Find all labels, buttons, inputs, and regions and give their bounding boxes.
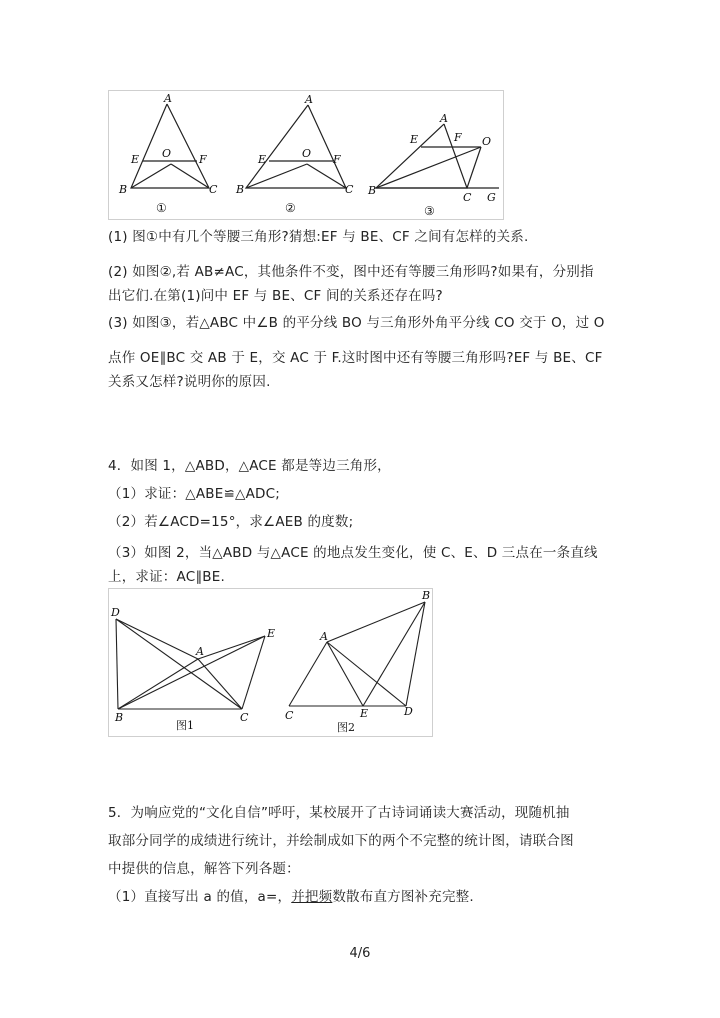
q4f2-label-e: E (360, 707, 369, 720)
q4-line-2: （1）求证：△ABE≌△ADC; (108, 486, 280, 502)
q3-line-4: (3) 如图③，若△ABC 中∠B 的平分线 BO 与三角形外角平分线 CO 交于 O，过 O (108, 315, 605, 331)
f1-label-o: O (162, 147, 172, 160)
q4f2-label-c: C (285, 709, 294, 722)
f1-label-b: B (119, 183, 128, 196)
q4f1-label-a: A (196, 645, 204, 658)
q4-line-1: 4．如图 1，△ABD，△ACE 都是等边三角形， (108, 458, 391, 474)
f1-label-a: A (164, 92, 172, 105)
f3-label-c: C (463, 191, 472, 204)
q4f2-label-d: D (404, 705, 413, 718)
f3-label-a: A (440, 112, 448, 125)
f1-label-c: C (209, 183, 218, 196)
q5-line-2: 取部分同学的成绩进行统计，并绘制成如下的两个不完整的统计图，请联合图 (108, 833, 574, 849)
q4-figures-svg (109, 589, 432, 736)
f2-number: ② (285, 201, 296, 215)
f3-label-o: O (482, 135, 492, 148)
q5-line-1: 5．为响应党的“文化自信”呼吁，某校展开了古诗词诵读大赛活动，现随机抽 (108, 805, 570, 821)
q3-figure-panel (108, 90, 504, 220)
f3-label-g: G (487, 191, 496, 204)
q5-line-4-start: （1）直接写出 a 的值，a=， (108, 889, 292, 905)
page-number: 4/6 (349, 946, 371, 961)
q3-line-1: (1) 图①中有几个等腰三角形?猜想:EF 与 BE、CF 之间有怎样的关系. (108, 229, 529, 245)
q5-line-4-tail: 数散布直方图补充完整. (332, 889, 474, 905)
q4-line-3: （2）若∠ACD=15°，求∠AEB 的度数; (108, 514, 354, 530)
f2-label-b: B (236, 183, 245, 196)
q4f1-label-b: B (115, 711, 124, 724)
q4f2-label-b: B (422, 589, 431, 602)
f2-label-o: O (302, 147, 312, 160)
f2-label-c: C (345, 183, 354, 196)
q4f2-label-a: A (320, 630, 328, 643)
f2-label-e: E (258, 153, 267, 166)
f3-label-e: E (410, 133, 419, 146)
q3-line-2: (2) 如图②,若 AB≠AC，其他条件不变，图中还有等腰三角形吗?如果有，分别指 (108, 264, 594, 280)
q4f1-label-c: C (240, 711, 249, 724)
q4f1-caption: 图1 (176, 719, 194, 732)
f3-label-f: F (454, 131, 462, 144)
q4-figure-panel (108, 588, 433, 737)
q3-line-3: 出它们.在第(1)问中 EF 与 BE、CF 间的关系还存在吗? (108, 288, 443, 304)
q4f1-label-d: D (111, 606, 120, 619)
f1-label-e: E (131, 153, 140, 166)
q5-underlined-text: 并把频 (291, 889, 333, 905)
q3-line-5: 点作 OE∥BC 交 AB 于 E，交 AC 于 F.这时图中还有等腰三角形吗?EF 与 BE、CF (108, 350, 603, 366)
q4-line-4: （3）如图 2，当△ABD 与△ACE 的地点发生变化，使 C、E、D 三点在一条直线 (108, 545, 598, 561)
q3-figures-svg (109, 91, 503, 219)
q5-line-3: 中提供的信息，解答下列各题： (108, 861, 300, 877)
f1-number: ① (156, 201, 167, 215)
q3-line-6: 关系又怎样?说明你的原因. (108, 374, 271, 390)
f2-label-f: F (333, 153, 341, 166)
f2-label-a: A (305, 93, 313, 106)
q4f1-label-e: E (267, 627, 276, 640)
q4f2-caption: 图2 (337, 721, 355, 734)
q4-line-5: 上，求证：AC∥BE. (108, 569, 225, 585)
f3-label-b: B (368, 184, 377, 197)
q5-line-4 (108, 885, 474, 905)
f3-number: ③ (424, 204, 435, 218)
f1-label-f: F (199, 153, 207, 166)
